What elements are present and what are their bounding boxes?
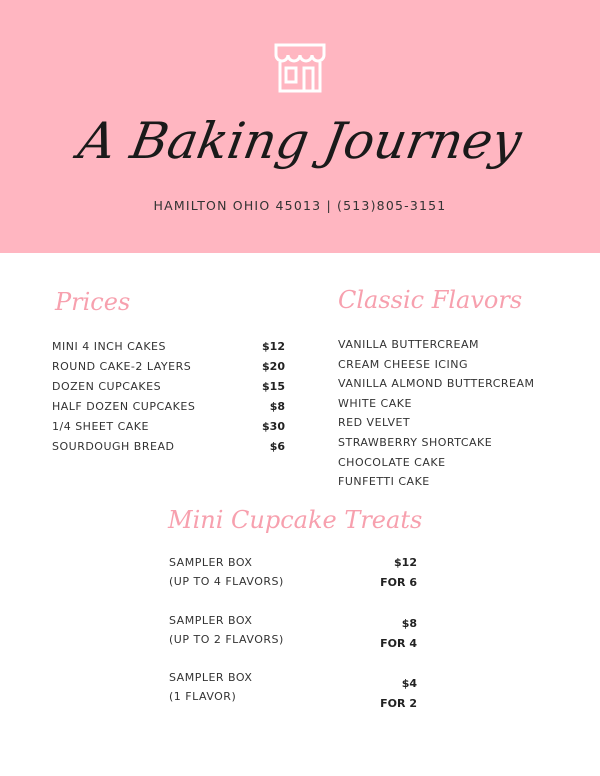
flavors-heading: Classic Flavors bbox=[338, 286, 523, 314]
price-item-name: SOURDOUGH BREAD bbox=[52, 440, 175, 453]
mini-heading: Mini Cupcake Treats bbox=[168, 506, 423, 534]
price-item-name: HALF DOZEN CUPCAKES bbox=[52, 400, 196, 413]
mini-item-sub: (UP TO 4 FLAVORS) bbox=[169, 575, 284, 588]
header-banner bbox=[0, 0, 600, 253]
price-item-value: $8 bbox=[269, 400, 285, 413]
price-item-value: $30 bbox=[262, 420, 285, 433]
mini-item-qty: FOR 4 bbox=[380, 636, 417, 650]
mini-item-price: $4 bbox=[401, 677, 417, 690]
flavor-item: CREAM CHEESE ICING bbox=[338, 357, 468, 371]
flavor-item: CHOCOLATE CAKE bbox=[338, 455, 446, 469]
address-phone: HAMILTON OHIO 45013 | (513)805-3151 bbox=[153, 198, 447, 213]
mini-item-qty: FOR 6 bbox=[380, 576, 417, 589]
page-title: A Baking Journey bbox=[74, 112, 526, 170]
price-item-value: $12 bbox=[262, 340, 285, 353]
mini-item-price: $12 bbox=[394, 556, 417, 569]
mini-item-name: SAMPLER BOX bbox=[169, 613, 253, 627]
price-item-value: $20 bbox=[262, 360, 285, 373]
price-item-value: $6 bbox=[269, 440, 285, 453]
price-item-name: ROUND CAKE-2 LAYERS bbox=[52, 360, 192, 373]
prices-heading: Prices bbox=[55, 288, 131, 316]
mini-item-qty: FOR 2 bbox=[380, 697, 417, 710]
flavor-item: VANILLA ALMOND BUTTERCREAM bbox=[338, 377, 535, 391]
mini-item-sub: (1 FLAVOR) bbox=[169, 690, 237, 703]
price-item-name: DOZEN CUPCAKES bbox=[52, 380, 162, 393]
mini-item-price: $8 bbox=[401, 616, 417, 630]
mini-item-name: SAMPLER BOX bbox=[169, 556, 253, 569]
flavor-item: FUNFETTI CAKE bbox=[338, 475, 430, 489]
price-item-name: MINI 4 INCH CAKES bbox=[52, 340, 166, 353]
mini-item-name: SAMPLER BOX bbox=[169, 671, 253, 684]
storefront-icon bbox=[274, 42, 326, 94]
mini-item-sub: (UP TO 2 FLAVORS) bbox=[169, 632, 284, 646]
flavor-item: RED VELVET bbox=[338, 416, 411, 430]
price-item-value: $15 bbox=[262, 380, 285, 393]
flavor-item: WHITE CAKE bbox=[338, 396, 412, 410]
price-item-name: 1/4 SHEET CAKE bbox=[52, 420, 149, 433]
flavor-item: VANILLA BUTTERCREAM bbox=[338, 338, 480, 351]
flavor-item: STRAWBERRY SHORTCAKE bbox=[338, 436, 493, 449]
